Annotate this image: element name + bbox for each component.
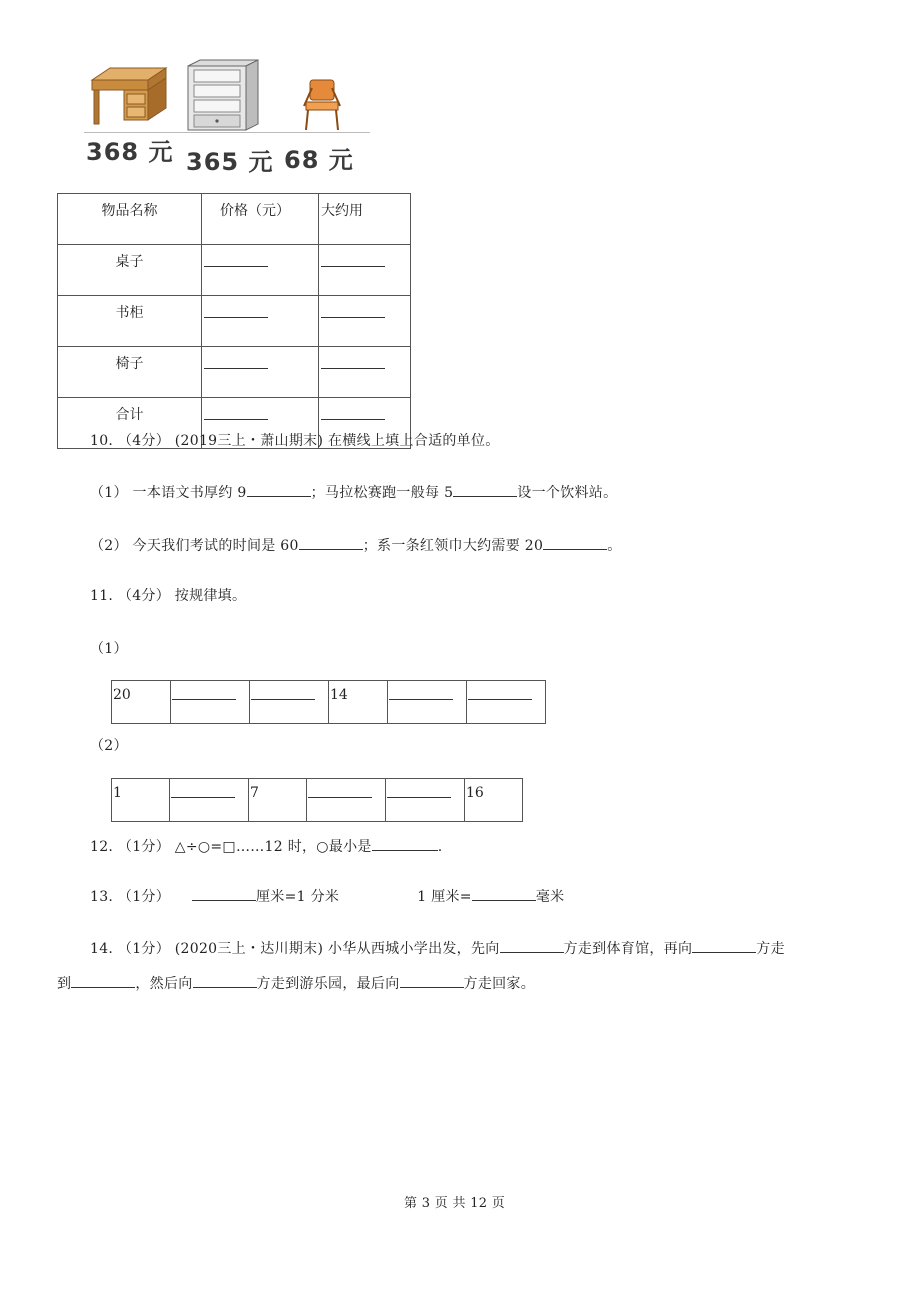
row-label: 合计 [58,398,202,449]
table-row [58,347,411,398]
q14-line2: 到 ，然后向 方走到游乐园，最后向 方走回家。 [57,976,536,992]
answer-blank[interactable] [389,699,453,700]
answer-cell[interactable] [202,296,319,347]
header-item-name: 物品名称 [58,194,202,245]
answer-blank[interactable] [251,699,315,700]
table-row [112,779,523,822]
answer-blank[interactable] [204,266,268,267]
bookcase-icon [186,58,260,132]
answer-blank[interactable] [692,940,756,953]
bookcase-price-tag: 365 元 [186,148,274,176]
price-table [57,193,411,449]
table-row [112,681,546,724]
answer-cell[interactable] [319,296,411,347]
answer-blank[interactable] [453,484,517,497]
answer-blank[interactable] [71,975,135,988]
answer-blank[interactable] [321,266,385,267]
q14-line1: 14. （1分） (2020三上・达川期末) 小华从西城小学出发，先向 方走到体育馆，再向 方走 [90,941,785,957]
answer-blank[interactable] [321,317,385,318]
desk-icon [88,66,168,128]
answer-blank[interactable] [172,699,236,700]
table-row [58,296,411,347]
header-price: 价格（元） [220,203,290,219]
answer-cell[interactable] [467,681,546,724]
answer-cell[interactable] [307,779,386,822]
answer-cell[interactable] [386,779,465,822]
row-label: 桌子 [58,245,202,296]
sequence-number: 20 [113,687,131,703]
answer-cell[interactable] [319,245,411,296]
chair-price-tag: 68 元 [284,146,354,174]
sequence-table-2 [111,778,523,822]
q11-header: 11. （4分） 按规律填。 [90,588,247,604]
q10-part1: （1） 一本语文书厚约 9 ；马拉松赛跑一般每 5 设一个饮料站。 [90,485,618,501]
answer-cell[interactable] [388,681,467,724]
row-label: 书柜 [58,296,202,347]
desk-price-tag: 368 元 [86,138,174,166]
answer-blank[interactable] [321,419,385,420]
answer-cell[interactable] [202,245,319,296]
answer-blank[interactable] [321,368,385,369]
answer-blank[interactable] [299,537,363,550]
answer-cell[interactable] [170,779,249,822]
table-header-row [58,194,411,245]
q10-header: 10. （4分） (2019三上・萧山期末) 在横线上填上合适的单位。 [90,433,500,449]
answer-blank[interactable] [400,975,464,988]
answer-blank[interactable] [308,797,372,798]
sequence-number: 7 [250,785,259,801]
answer-blank[interactable] [193,975,257,988]
answer-blank[interactable] [192,888,256,901]
answer-cell[interactable] [171,681,250,724]
page-footer: 第 3 页 共 12 页 [404,1196,506,1211]
q11-part2-label: （2） [90,738,128,754]
table-row [58,245,411,296]
answer-cell[interactable] [202,347,319,398]
q10-part2: （2） 今天我们考试的时间是 60 ；系一条红领巾大约需要 20 。 [90,538,622,554]
sequence-number: 14 [330,687,348,703]
answer-blank[interactable] [204,317,268,318]
answer-blank[interactable] [372,838,438,851]
answer-blank[interactable] [543,537,607,550]
sequence-table-1 [111,680,546,724]
q11-part1-label: （1） [90,641,128,657]
chair-icon [300,78,344,132]
answer-blank[interactable] [247,484,311,497]
answer-blank[interactable] [500,940,564,953]
header-approx: 大约用 [321,203,363,219]
answer-blank[interactable] [171,797,235,798]
answer-blank[interactable] [472,888,536,901]
answer-blank[interactable] [204,419,268,420]
row-label: 椅子 [58,347,202,398]
answer-cell[interactable] [319,347,411,398]
sequence-number: 1 [113,785,122,801]
q12-line: 12. （1分） △÷○=□……12 时，○最小是 . [90,839,443,855]
q13-line: 13. （1分） 厘米=1 分米 1 厘米= 毫米 [90,889,565,905]
furniture-image [84,58,370,176]
answer-blank[interactable] [468,699,532,700]
answer-cell[interactable] [250,681,329,724]
answer-blank[interactable] [387,797,451,798]
answer-blank[interactable] [204,368,268,369]
sequence-number: 16 [466,785,484,801]
